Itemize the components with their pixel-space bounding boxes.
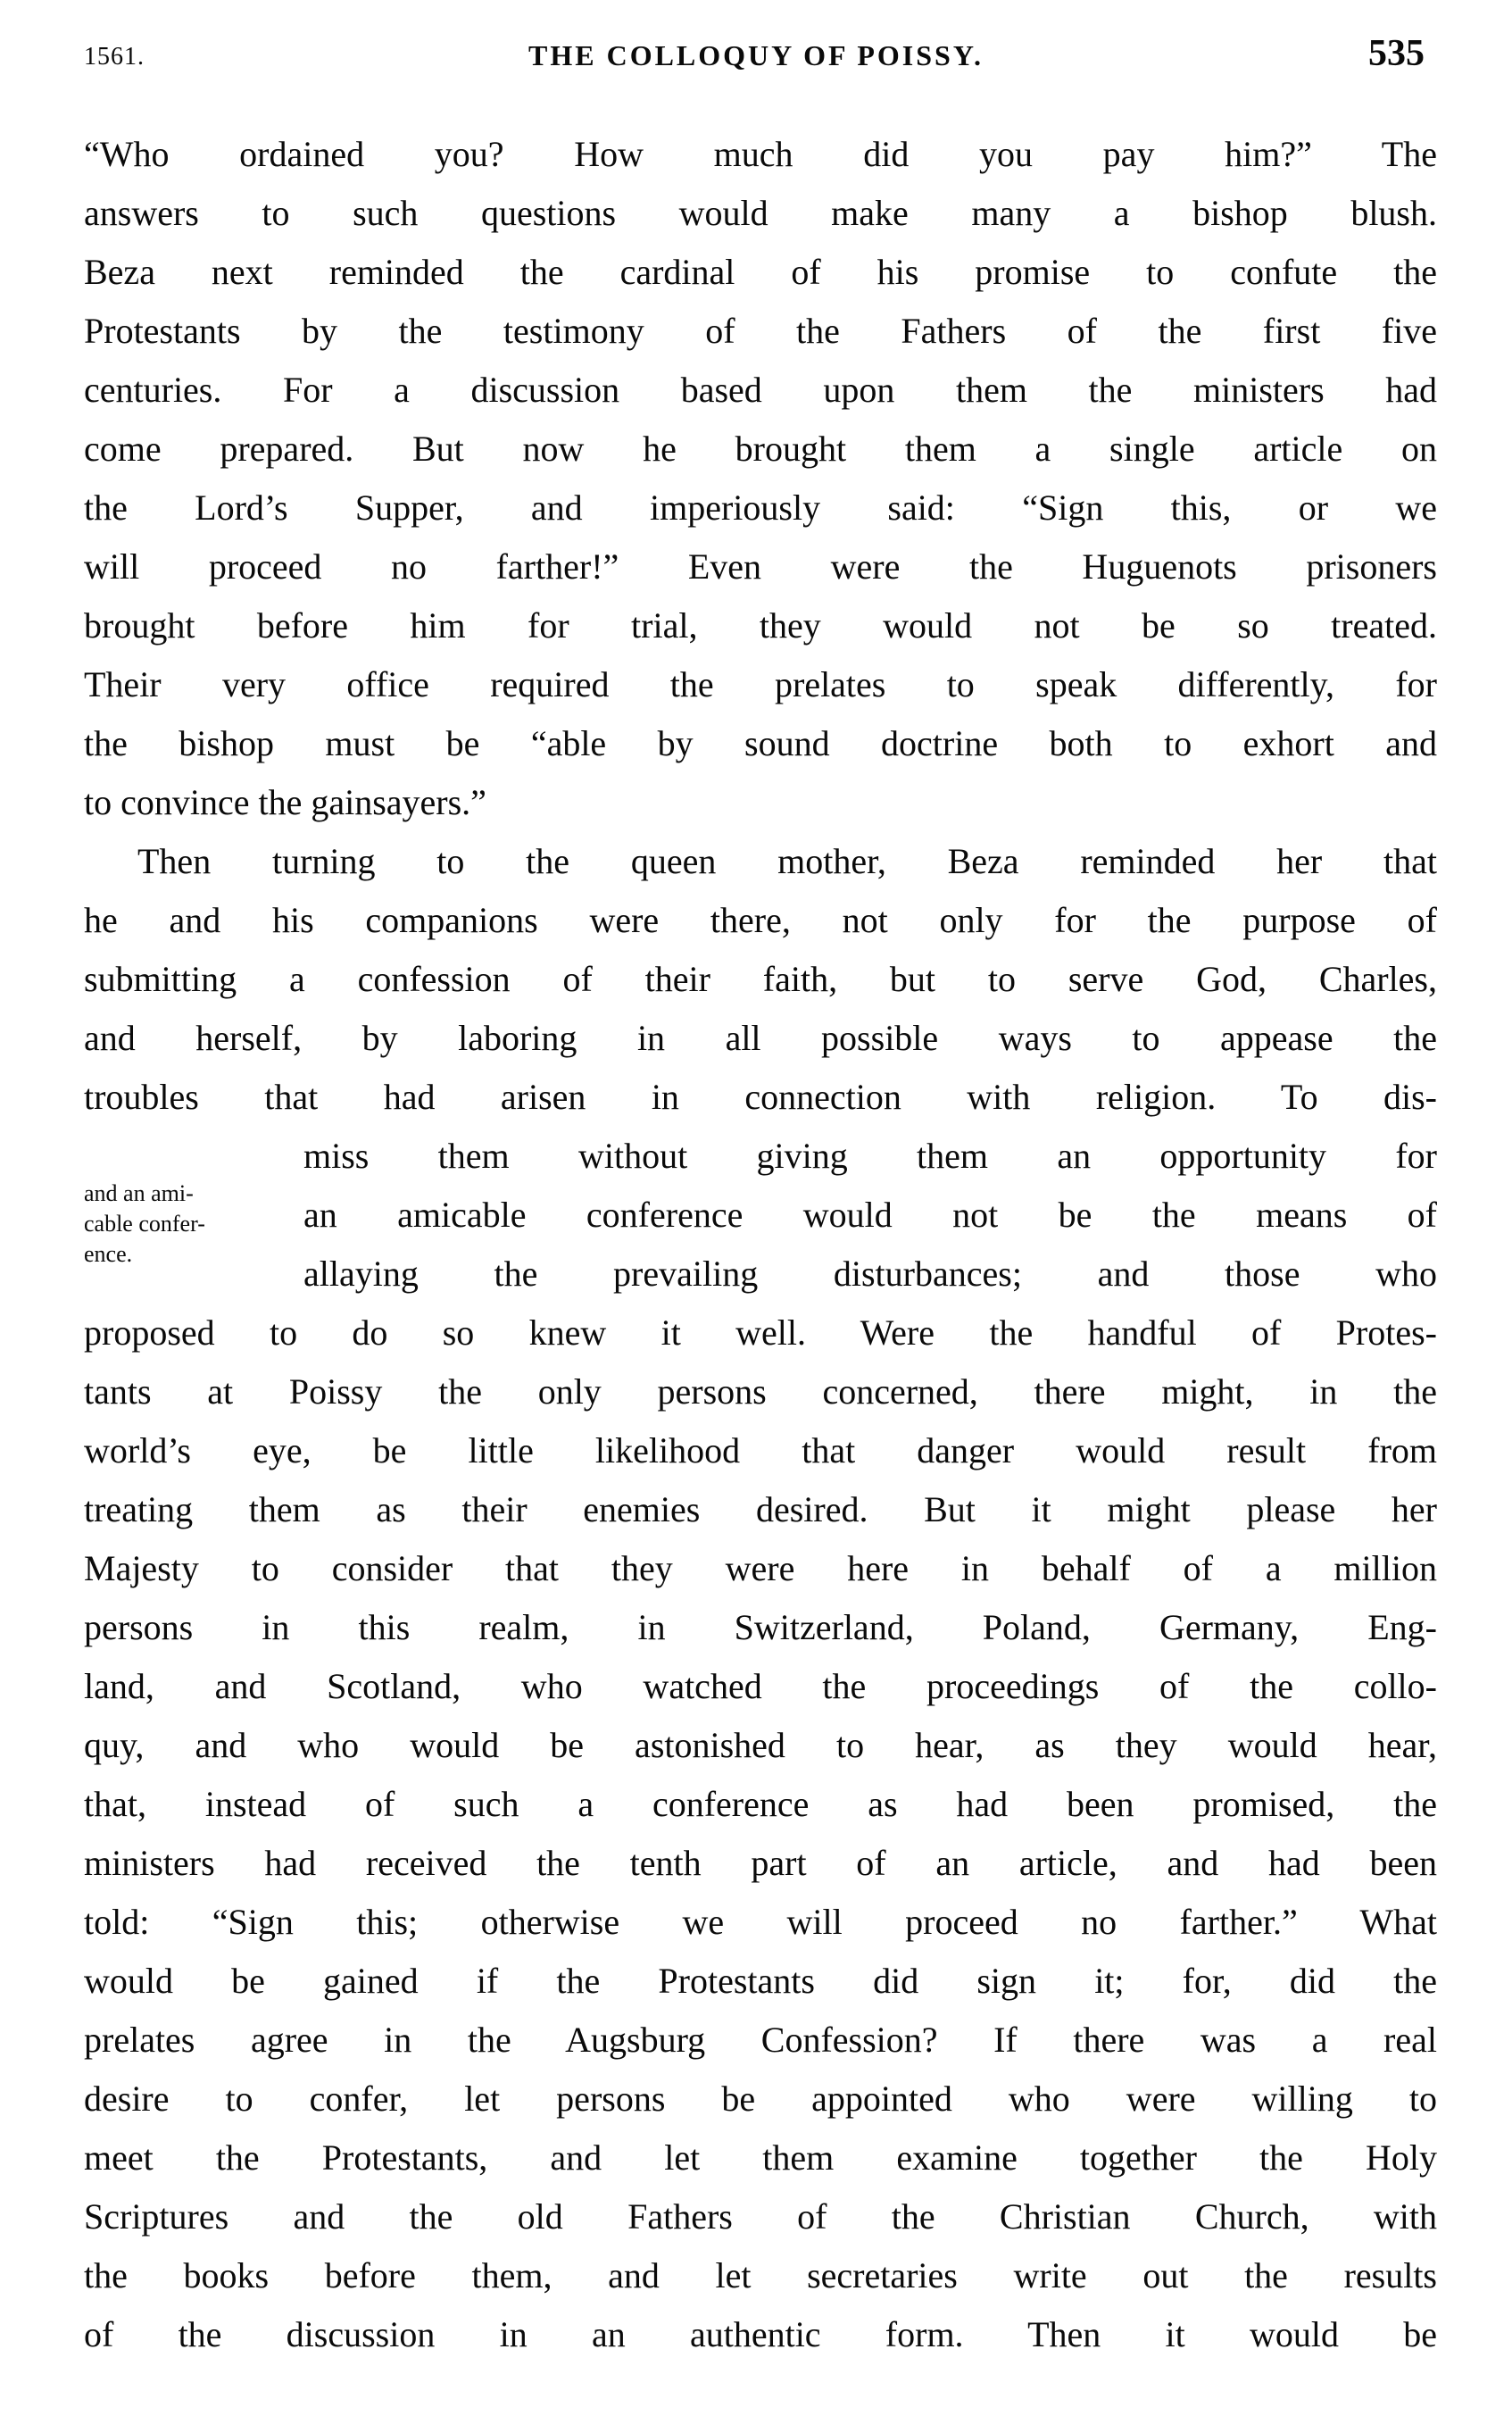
text-line: of the discussion in an authentic form. Then it would be (84, 2314, 1437, 2354)
text-line: come prepared. But now he brought them a single article on (84, 429, 1437, 469)
running-head-year: 1561. (84, 43, 145, 71)
text-line: desire to confer, let persons be appointed who were willing to (84, 2079, 1437, 2119)
page-body (84, 125, 1437, 2364)
margin-note-line: and an ami- (84, 1180, 194, 1206)
text-line: he and his companions were there, not only for the purpose of (84, 900, 1437, 940)
text-line: brought before him for trial, they would not be so treated. (84, 605, 1437, 646)
text-line: to convince the gainsayers.” (84, 782, 486, 822)
text-line: miss them without giving them an opportunity for (303, 1136, 1437, 1176)
text-line: Protestants by the testimony of the Fathers of the first five (84, 311, 1437, 351)
text-line: persons in this realm, in Switzerland, Poland, Germany, Eng- (84, 1607, 1437, 1647)
text-line: an amicable conference would not be the means of (303, 1195, 1437, 1235)
text-line: submitting a confession of their faith, but to serve God, Charles, (84, 959, 1437, 999)
text-line: will proceed no farther!” Even were the Huguenots prisoners (84, 546, 1437, 587)
text-line: ministers had received the tenth part of an article, and had been (84, 1843, 1437, 1883)
text-line: prelates agree in the Augsburg Confession? If there was a real (84, 2020, 1437, 2060)
text-line: “Who ordained you? How much did you pay him?” The (84, 134, 1437, 174)
text-line: and herself, by laboring in all possible ways to appease the (84, 1018, 1437, 1058)
text-line: quy, and who would be astonished to hear, as they would hear, (84, 1725, 1437, 1765)
text-line: that, instead of such a conference as had been promised, the (84, 1784, 1437, 1824)
text-line: told: “Sign this; otherwise we will proceed no farther.” What (84, 1902, 1437, 1942)
text-line: answers to such questions would make many a bishop blush. (84, 193, 1437, 233)
text-line: allaying the prevailing disturbances; and those who (303, 1254, 1437, 1294)
text-line: would be gained if the Protestants did sign it; for, did the (84, 1961, 1437, 2001)
text-line: proposed to do so knew it well. Were the handful of Protes- (84, 1312, 1437, 1353)
text-line: Their very office required the prelates to speak differently, for (84, 664, 1437, 704)
text-line: Scriptures and the old Fathers of the Christian Church, with (84, 2196, 1437, 2237)
text-line: Beza next reminded the cardinal of his promise to confute the (84, 252, 1437, 292)
text-line: world’s eye, be little likelihood that danger would result from (84, 1430, 1437, 1470)
running-head-title: THE COLLOQUY OF POISSY. (528, 39, 984, 71)
text-line: the bishop must be “able by sound doctrine both to exhort and (84, 723, 1437, 763)
text-line: treating them as their enemies desired. But it might please her (84, 1489, 1437, 1529)
page-number: 535 (1368, 33, 1425, 74)
text-line: meet the Protestants, and let them examine together the Holy (84, 2137, 1437, 2178)
text-line: troubles that had arisen in connection with religion. To dis- (84, 1077, 1437, 1117)
margin-note-line: cable confer- (84, 1211, 205, 1237)
margin-note (84, 1179, 294, 1270)
margin-note-line: ence. (84, 1241, 133, 1267)
text-line: Majesty to consider that they were here in behalf of a million (84, 1548, 1437, 1588)
text-line: land, and Scotland, who watched the proceedings of the collo- (84, 1666, 1437, 1706)
text-line: the books before them, and let secretaries write out the results (84, 2255, 1437, 2295)
text-line: Then turning to the queen mother, Beza reminded her that (137, 841, 1437, 881)
text-line: centuries. For a discussion based upon them the ministers had (84, 370, 1437, 410)
text-line: tants at Poissy the only persons concerned, there might, in the (84, 1371, 1437, 1412)
text-line: the Lord’s Supper, and imperiously said: “Sign this, or we (84, 487, 1437, 528)
